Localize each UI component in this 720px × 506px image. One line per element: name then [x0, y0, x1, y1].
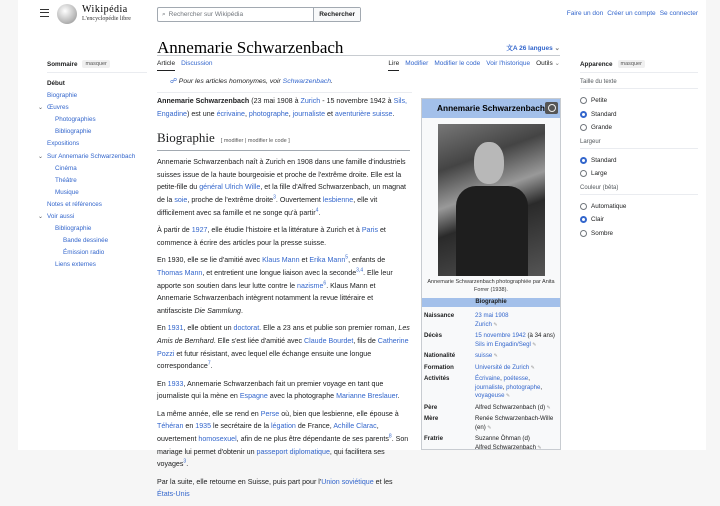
toc-item-label: Musique	[55, 188, 79, 196]
radio-button[interactable]	[580, 157, 587, 164]
body-paragraph	[157, 476, 410, 501]
text-run: et	[299, 256, 310, 265]
radio-button[interactable]	[580, 170, 587, 177]
article-link[interactable]: général Ulrich Wille	[199, 183, 261, 192]
edit-pencil-icon[interactable]: ✎	[535, 444, 542, 450]
text-run: (23 mai 1908 à	[249, 97, 301, 105]
article-link[interactable]: Claude Bourdet	[304, 336, 354, 345]
body-paragraph	[157, 224, 410, 249]
article-link[interactable]: 15 novembre 1942	[475, 332, 526, 339]
toc-item[interactable]	[47, 235, 147, 247]
reference-link[interactable]: 3,4	[356, 267, 364, 274]
radio-button[interactable]	[580, 203, 587, 210]
toc-item-label: Bande dessinée	[63, 237, 109, 245]
article-link[interactable]: Espagne	[239, 392, 268, 401]
infobox-value	[475, 312, 558, 329]
text-run: Annemarie Schwarzenbach naît à Zurich en 1908 dans une famille d'industriels suisses issue de la haute bourgeoisie et proche de l'extrême droite. Elle est la petite-fille du	[157, 158, 406, 192]
article-body	[157, 74, 412, 506]
toc-item-label: Notes et références	[47, 200, 102, 208]
text-run: , fils de	[353, 336, 378, 345]
create-account-link[interactable]: Créer un compte	[607, 10, 656, 17]
toc-item-label: Émission radio	[63, 249, 105, 257]
tools-label: Outils	[536, 60, 553, 67]
radio-option[interactable]	[580, 167, 698, 181]
search-input[interactable]	[158, 8, 313, 21]
text-run: - 15 novembre 1942 à	[320, 97, 394, 105]
toc-item[interactable]	[47, 223, 147, 235]
appearance-group-label: Largeur	[580, 139, 698, 149]
translate-icon: 文A	[506, 45, 520, 52]
intro-paragraph	[157, 95, 410, 120]
text-run: .	[392, 109, 395, 118]
toc-item[interactable]	[38, 102, 147, 114]
radio-option[interactable]	[580, 108, 698, 122]
article-link[interactable]: lesbienne	[322, 195, 354, 204]
article-link[interactable]: poétesse	[503, 375, 529, 382]
radio-button[interactable]	[580, 124, 587, 131]
text-run: de France,	[295, 422, 334, 431]
body-paragraph	[157, 254, 410, 317]
article-link[interactable]: Catherine Pozzi	[157, 336, 409, 358]
toc-item-label: Bibliographie	[55, 225, 92, 233]
toc-item-label: Expositions	[47, 140, 80, 148]
infobox-row	[424, 404, 558, 413]
article-link[interactable]: Sils, Engadine	[157, 97, 407, 118]
radio-option[interactable]	[580, 94, 698, 108]
text-run: , et la fille d'Alfred Schwarzenbach, un magnat de la	[157, 183, 406, 204]
chevron-down-icon[interactable]: ⌄	[38, 214, 44, 221]
radio-button[interactable]	[580, 111, 587, 118]
edit-pencil-icon[interactable]: ✎	[492, 353, 498, 359]
article-link[interactable]: Schwarzenbach	[282, 78, 332, 85]
toc-item[interactable]	[47, 175, 147, 187]
text-run: Renée Schwarzenbach-Wille (en)	[475, 415, 554, 431]
article-link[interactable]: soie	[174, 195, 188, 204]
article-link[interactable]: Marianne Breslauer	[336, 392, 398, 401]
infobox-label: Formation	[424, 363, 454, 371]
text-run: ,	[500, 375, 504, 382]
article-link[interactable]: Zurich	[300, 97, 321, 105]
text-run: , et entretient une longue liaison avec la seconde	[202, 268, 357, 277]
body-paragraph	[157, 378, 410, 403]
text-run: , qui facilitera ses voyages	[157, 447, 385, 469]
text-run: .	[186, 460, 189, 469]
infobox-label: Mère	[424, 415, 439, 422]
radio-label: Automatique	[591, 202, 627, 210]
article-link[interactable]: Zurich	[475, 320, 492, 328]
infobox-row	[424, 435, 558, 450]
toc-title: Sommaire	[47, 60, 78, 68]
article-link[interactable]: nazisme	[297, 281, 324, 290]
appearance-group-label: Couleur (bêta)	[580, 185, 698, 195]
text-run: Die Sammlung	[194, 306, 241, 315]
toc-item[interactable]	[38, 151, 147, 163]
body-paragraph	[157, 408, 410, 471]
article-link[interactable]: Université de Zurich	[475, 363, 530, 371]
section-title: Biographie	[157, 130, 215, 146]
toc-item[interactable]	[47, 90, 147, 102]
search-placeholder: Rechercher sur Wikipédia	[168, 11, 244, 18]
radio-option[interactable]	[580, 154, 698, 168]
toc-item-label: Début	[47, 80, 65, 87]
text-run: ) est une	[186, 109, 217, 118]
toc-item[interactable]	[47, 199, 147, 211]
text-run: , Annemarie Schwarzenbach fait un premier voyage en tant que journaliste qui la mène en	[157, 379, 384, 401]
appearance-panel	[580, 60, 698, 244]
infobox-value	[475, 364, 558, 373]
search-icon: ⌕	[162, 10, 166, 18]
login-link[interactable]: Se connecter	[659, 10, 698, 17]
edit-pencil-icon[interactable]: ✎	[545, 404, 551, 411]
section-edit-links[interactable]: [ modifier | modifier le code ]	[220, 138, 290, 145]
tab-read[interactable]: Lire	[388, 60, 399, 71]
text-run: . Ouvertement	[275, 195, 323, 204]
logo-wordmark[interactable]: Wikipédia	[82, 4, 128, 15]
article-link[interactable]: journaliste	[292, 109, 326, 118]
toc-item[interactable]	[47, 163, 147, 175]
text-run: avec la photographe	[267, 392, 337, 401]
appearance-hide-button[interactable]: masquer	[618, 60, 645, 68]
article-link[interactable]: Union soviétique	[321, 477, 374, 486]
infobox-row	[424, 375, 558, 401]
toc-item[interactable]	[47, 247, 147, 259]
infobox-row	[424, 352, 558, 361]
infobox-row	[424, 312, 558, 329]
radio-label: Clair	[591, 216, 604, 224]
tab-edit[interactable]: Modifier	[405, 60, 429, 67]
languages-label: 26 langues	[519, 45, 553, 52]
infobox-label: Naissance	[424, 312, 455, 319]
radio-label: Petite	[591, 97, 608, 105]
text-run: En	[157, 379, 168, 388]
text-run: Par la suite, elle retourne en Suisse, puis part pour l'	[157, 477, 322, 486]
photo-face	[474, 142, 504, 184]
article-link[interactable]: légation	[270, 422, 296, 431]
infobox-label: Activités	[424, 375, 450, 382]
body-paragraph	[157, 322, 410, 372]
search-form	[157, 7, 361, 22]
radio-option[interactable]	[580, 200, 698, 214]
text-run: .	[397, 392, 400, 401]
radio-button[interactable]	[580, 230, 587, 237]
toc-item-label: Liens externes	[55, 261, 96, 269]
chevron-down-icon[interactable]: ⌄	[38, 105, 44, 112]
tab-discussion[interactable]: Discussion	[181, 60, 213, 67]
camera-icon[interactable]	[545, 102, 558, 114]
article-link[interactable]: voyageuse	[475, 392, 505, 399]
reference-link[interactable]: 5	[345, 254, 349, 261]
radio-option[interactable]	[580, 121, 698, 135]
article-link[interactable]: Thomas Mann	[157, 268, 203, 277]
article-link[interactable]: photographe	[506, 383, 541, 391]
edit-pencil-icon[interactable]: ✎	[504, 393, 511, 399]
radio-button[interactable]	[580, 97, 587, 104]
article-link[interactable]: suisse	[475, 352, 493, 359]
toc-item-label: Cinéma	[55, 164, 77, 172]
toc-item[interactable]	[47, 126, 147, 138]
infobox-row	[424, 332, 558, 349]
edit-pencil-icon[interactable]: ✎	[530, 341, 537, 348]
text-run: le secrétaire de la	[211, 422, 271, 431]
infobox-label: Père	[424, 403, 438, 411]
wikipedia-logo-icon[interactable]	[57, 4, 77, 24]
infobox-section: Biographie	[422, 298, 560, 307]
text-run: La même année, elle se rend en	[157, 409, 261, 418]
languages-button[interactable]	[506, 43, 560, 52]
article-link[interactable]: Téhéran	[157, 422, 184, 431]
article-link[interactable]: 1933	[167, 379, 184, 388]
toc-hide-button[interactable]: masquer	[82, 60, 109, 68]
edit-pencil-icon[interactable]: ✎	[485, 424, 492, 431]
article-link[interactable]: doctorat	[233, 324, 260, 333]
text-run: . Klaus Mann et Annemarie Schwarzenbach intègrent notamment la revue littéraire et antifasciste	[157, 281, 376, 315]
text-run: , proche de l'extrême droite	[187, 195, 274, 204]
portrait-photo[interactable]	[438, 124, 545, 276]
article-link[interactable]: Perse	[260, 409, 280, 418]
toc-item-label: Bibliographie	[55, 128, 92, 136]
photo-figure	[456, 186, 528, 276]
toc-item[interactable]	[38, 211, 147, 223]
toc-item[interactable]	[47, 138, 147, 150]
radio-option[interactable]	[580, 213, 698, 227]
text-run: Alfred Schwarzenbach (d)	[475, 403, 546, 411]
toc-item[interactable]	[47, 259, 147, 271]
infobox	[421, 98, 561, 450]
table-of-contents	[38, 60, 147, 272]
reference-link[interactable]: 7	[207, 360, 211, 367]
text-run: .	[210, 362, 213, 371]
chevron-down-icon: ⌄	[552, 60, 560, 67]
text-run: ,	[540, 383, 543, 391]
divider	[157, 55, 560, 56]
main-menu-icon[interactable]	[40, 9, 49, 17]
text-run: et les	[373, 477, 393, 486]
toc-item[interactable]	[47, 187, 147, 199]
text-run: et futur résistant, avec lequel elle échange ensuite une longue correspondance	[157, 349, 372, 371]
toc-item-label: Œuvres	[47, 104, 69, 112]
text-run: , elle vit difficilement avec sa famille et ne songe qu'à partir	[157, 195, 378, 217]
photo-caption: Annemarie Schwarzenbach photographiée par Anita Forrer (1938).	[427, 279, 555, 293]
infobox-label: Nationalité	[424, 352, 456, 359]
edit-pencil-icon[interactable]: ✎	[491, 321, 498, 328]
article-link[interactable]: aventurière	[334, 109, 371, 118]
donate-link[interactable]: Faire un don	[566, 10, 604, 17]
reference-link[interactable]: 3	[183, 458, 187, 465]
radio-label: Standard	[591, 156, 617, 164]
chevron-down-icon: ⌄	[552, 45, 560, 52]
tools-menu[interactable]	[536, 60, 560, 71]
article-link[interactable]: écrivaine	[216, 109, 245, 118]
tab-edit-source[interactable]: Modifier le code	[434, 60, 481, 67]
text-run: , elle étudie l'histoire et la littérature à Zurich et à	[207, 226, 362, 235]
article-link[interactable]: 23 mai 1908	[475, 312, 509, 319]
tab-history[interactable]: Voir l'historique	[486, 60, 531, 67]
body-paragraph	[157, 156, 410, 219]
article-link[interactable]: Écrivaine	[475, 375, 501, 382]
reference-link[interactable]: 3	[273, 194, 276, 201]
chevron-down-icon[interactable]: ⌄	[38, 153, 44, 160]
text-run: Pour les articles homonymes, voir	[178, 78, 283, 85]
radio-option[interactable]	[580, 227, 698, 241]
infobox-value	[475, 435, 558, 450]
text-run: où, bien que lesbienne, elle épouse à	[279, 409, 399, 418]
reference-link[interactable]: 6	[323, 280, 327, 287]
article-link[interactable]: Achille Clarac	[333, 422, 377, 431]
text-run: Les Amis de Bernhard	[157, 324, 410, 345]
article-link[interactable]: Klaus Mann	[262, 256, 300, 265]
infobox-title-text: Annemarie Schwarzenbach	[437, 103, 545, 113]
text-run: . Son mariage lui permet d'obtenir un	[157, 435, 409, 456]
text-run: , elle obtient un	[183, 324, 234, 333]
radio-button[interactable]	[580, 216, 587, 223]
text-run: En	[157, 324, 168, 333]
toc-item[interactable]	[47, 114, 147, 126]
text-run: Suzanne Öhman (d) Alfred Schwarzenbach	[475, 435, 536, 450]
infobox-row	[424, 415, 558, 432]
text-run: , ouvertement	[157, 422, 379, 444]
text-run: . Elle leur apporte son soutien dans leur lutte contre le	[157, 268, 393, 290]
text-run: Annemarie Schwarzenbach	[157, 97, 250, 105]
tab-article[interactable]: Article	[157, 60, 175, 71]
view-tabs	[388, 60, 560, 71]
section-heading	[157, 130, 410, 151]
appearance-title: Apparence	[580, 60, 613, 68]
text-run: .	[331, 78, 333, 85]
radio-label: Sombre	[591, 229, 614, 237]
article-link[interactable]: Sils im Engadin/Segl	[475, 340, 531, 348]
text-run: . Elle a 23 ans et publie son premier roman,	[259, 324, 399, 333]
article-link[interactable]: 1927	[191, 226, 208, 235]
article-link[interactable]: États-Unis	[157, 490, 190, 499]
page-title: Annemarie Schwarzenbach	[157, 38, 344, 57]
toc-item-label: Photographies	[55, 116, 96, 124]
text-run: en	[183, 422, 196, 431]
text-run: ,	[288, 109, 293, 118]
radio-label: Large	[591, 170, 608, 178]
infobox-value	[475, 375, 558, 401]
toc-item[interactable]	[47, 78, 147, 90]
text-run: À partir de	[157, 226, 192, 235]
text-run: et	[325, 109, 335, 118]
infobox-title	[422, 99, 560, 118]
toc-item-label: Biographie	[47, 92, 78, 100]
text-run: ,	[528, 375, 530, 382]
infobox-label: Décès	[424, 332, 442, 339]
radio-label: Standard	[591, 110, 617, 118]
infobox-row	[424, 364, 558, 373]
user-links	[567, 10, 698, 17]
reference-link[interactable]: 8	[388, 433, 392, 440]
disambiguation-icon: ☍	[170, 78, 179, 85]
appearance-group-label: Taille du texte	[580, 79, 698, 89]
text-run: En 1930, elle se lie d'amitié avec	[157, 256, 263, 265]
text-run: ,	[244, 109, 249, 118]
radio-label: Grande	[591, 124, 613, 132]
article-link[interactable]: 1931	[167, 324, 184, 333]
infobox-value	[475, 352, 558, 361]
text-run: ,	[502, 383, 507, 391]
toc-item-label: Théâtre	[55, 176, 77, 184]
article-link[interactable]: suisse	[372, 109, 393, 118]
reference-link[interactable]: 4	[315, 207, 319, 214]
article-link[interactable]: homosexuel	[198, 435, 237, 444]
article-link[interactable]: Erika Mann	[309, 256, 346, 265]
infobox-value	[475, 332, 558, 349]
hatnote	[157, 74, 412, 93]
text-run: et commence à écrire des articles pour la presse suisse.	[157, 226, 386, 247]
namespace-tabs	[157, 60, 213, 71]
search-button[interactable]: Rechercher	[313, 8, 360, 21]
text-run: . Elle s'est liée d'amitié avec	[213, 336, 305, 345]
text-run: .	[241, 306, 243, 315]
edit-pencil-icon[interactable]: ✎	[529, 364, 535, 371]
text-run: , afin de ne plus être dépendante de ses parents	[236, 435, 389, 444]
infobox-label: Fratrie	[424, 435, 443, 442]
article-link[interactable]: journaliste	[475, 383, 503, 391]
text-run: (à 34 ans)	[527, 332, 555, 339]
toc-item-label: Sur Annemarie Schwarzenbach	[47, 152, 136, 160]
article-link[interactable]: 1935	[195, 422, 212, 431]
article-link[interactable]: photographe	[248, 109, 289, 118]
text-run: .	[318, 208, 321, 217]
text-run: , enfants de	[348, 256, 386, 265]
infobox-value	[475, 415, 558, 432]
article-link[interactable]: passeport diplomatique	[256, 447, 330, 456]
article-link[interactable]: Paris	[361, 226, 378, 235]
infobox-value	[475, 404, 558, 413]
logo-tagline: L'encyclopédie libre	[82, 16, 131, 22]
toc-item-label: Voir aussi	[47, 213, 75, 221]
